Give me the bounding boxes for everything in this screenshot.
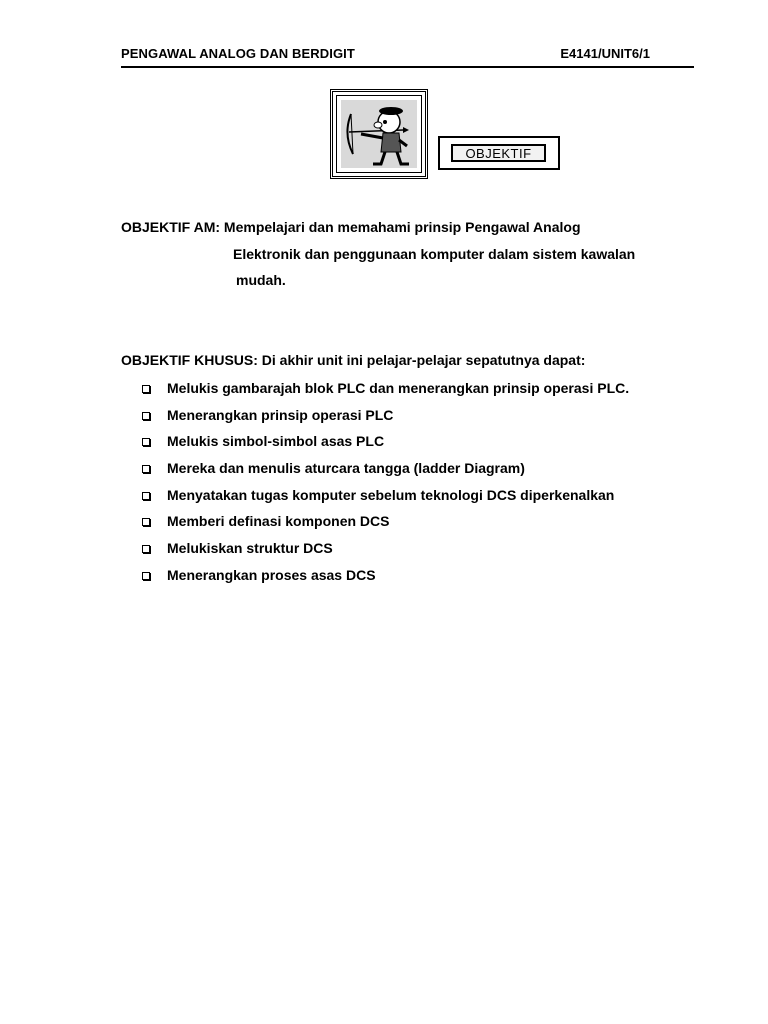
list-item: Melukis simbol-simbol asas PLC: [140, 433, 629, 460]
header-code: E4141/UNIT6/1: [560, 46, 650, 61]
list-item: Menyatakan tugas komputer sebelum teknologi DCS diperkenalkan: [140, 487, 629, 514]
objektif-am-line1: OBJEKTIF AM: Mempelajari dan memahami prinsip Pengawal Analog: [121, 219, 581, 235]
objektif-khusus-intro: OBJEKTIF KHUSUS: Di akhir unit ini pelajar-pelajar sepatutnya dapat:: [121, 352, 586, 368]
square-bullet-icon: [142, 518, 150, 526]
square-bullet-icon: [142, 412, 150, 420]
objektif-khusus-list: [140, 380, 629, 594]
list-item: Memberi definasi komponen DCS: [140, 513, 629, 540]
list-item: Menerangkan proses asas DCS: [140, 567, 629, 594]
archer-cartoon-icon: [341, 100, 417, 168]
list-item: Melukiskan struktur DCS: [140, 540, 629, 567]
square-bullet-icon: [142, 385, 150, 393]
objektif-am-line3: mudah.: [236, 272, 286, 288]
list-item: Mereka dan menulis aturcara tangga (ladder Diagram): [140, 460, 629, 487]
header-title: PENGAWAL ANALOG DAN BERDIGIT: [121, 46, 355, 61]
objektif-am-line2: Elektronik dan penggunaan komputer dalam sistem kawalan: [233, 246, 636, 262]
list-item: Menerangkan prinsip operasi PLC: [140, 407, 629, 434]
objektif-label: OBJEKTIF: [451, 144, 546, 162]
page-header: [121, 44, 694, 68]
list-item: Melukis gambarajah blok PLC dan menerangkan prinsip operasi PLC.: [140, 380, 629, 407]
square-bullet-icon: [142, 438, 150, 446]
square-bullet-icon: [142, 465, 150, 473]
illustration-frame: [330, 89, 428, 179]
square-bullet-icon: [142, 492, 150, 500]
square-bullet-icon: [142, 572, 150, 580]
square-bullet-icon: [142, 545, 150, 553]
objektif-banner: [438, 136, 560, 170]
